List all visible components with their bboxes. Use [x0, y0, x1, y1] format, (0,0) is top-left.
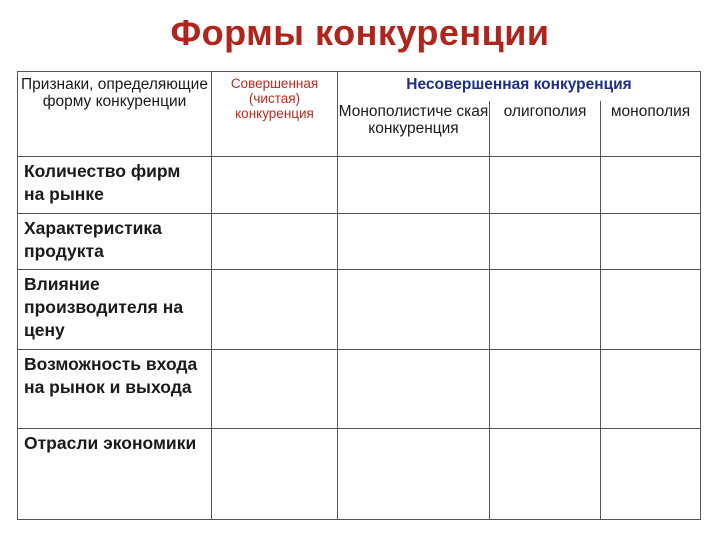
cell-monopoly-industries[interactable]	[601, 429, 701, 520]
cell-oligopoly-market-entry[interactable]	[490, 350, 601, 429]
cell-monopolistic-firm-count[interactable]	[338, 157, 490, 214]
competition-forms-table	[17, 71, 701, 520]
cell-monopoly-market-entry[interactable]	[601, 350, 701, 429]
header-perfect-competition: Совершенная (чистая) конкуренция	[212, 72, 338, 157]
row-label-price-influence: Влияние производителя на цену	[18, 270, 212, 350]
cell-monopolistic-price-influence[interactable]	[338, 270, 490, 350]
row-label-product: Характеристика продукта	[18, 214, 212, 270]
row-label-market-entry: Возможность входа на рынок и выхода	[18, 350, 212, 429]
table-row	[18, 429, 701, 520]
table-row	[18, 157, 701, 214]
cell-perfect-industries[interactable]	[212, 429, 338, 520]
cell-monopoly-product[interactable]	[601, 214, 701, 270]
cell-oligopoly-price-influence[interactable]	[490, 270, 601, 350]
cell-oligopoly-industries[interactable]	[490, 429, 601, 520]
cell-oligopoly-product[interactable]	[490, 214, 601, 270]
cell-monopoly-price-influence[interactable]	[601, 270, 701, 350]
table-row	[18, 270, 701, 350]
table-row	[18, 214, 701, 270]
cell-monopolistic-product[interactable]	[338, 214, 490, 270]
header-monopolistic-competition: Монополистиче ская конкуренция	[338, 101, 490, 157]
cell-perfect-price-influence[interactable]	[212, 270, 338, 350]
cell-monopolistic-market-entry[interactable]	[338, 350, 490, 429]
header-imperfect-competition: Несовершенная конкуренция	[338, 72, 701, 101]
table-row	[18, 350, 701, 429]
cell-monopolistic-industries[interactable]	[338, 429, 490, 520]
header-monopoly: монополия	[601, 101, 701, 157]
cell-oligopoly-firm-count[interactable]	[490, 157, 601, 214]
cell-perfect-market-entry[interactable]	[212, 350, 338, 429]
cell-perfect-product[interactable]	[212, 214, 338, 270]
row-label-firm-count: Количество фирм на рынке	[18, 157, 212, 214]
page-title: Формы конкуренции	[170, 12, 550, 53]
header-features: Признаки, определяющие форму конкуренции	[18, 72, 212, 157]
header-oligopoly: олигополия	[490, 101, 601, 157]
cell-monopoly-firm-count[interactable]	[601, 157, 701, 214]
row-label-industries: Отрасли экономики	[18, 429, 212, 520]
cell-perfect-firm-count[interactable]	[212, 157, 338, 214]
